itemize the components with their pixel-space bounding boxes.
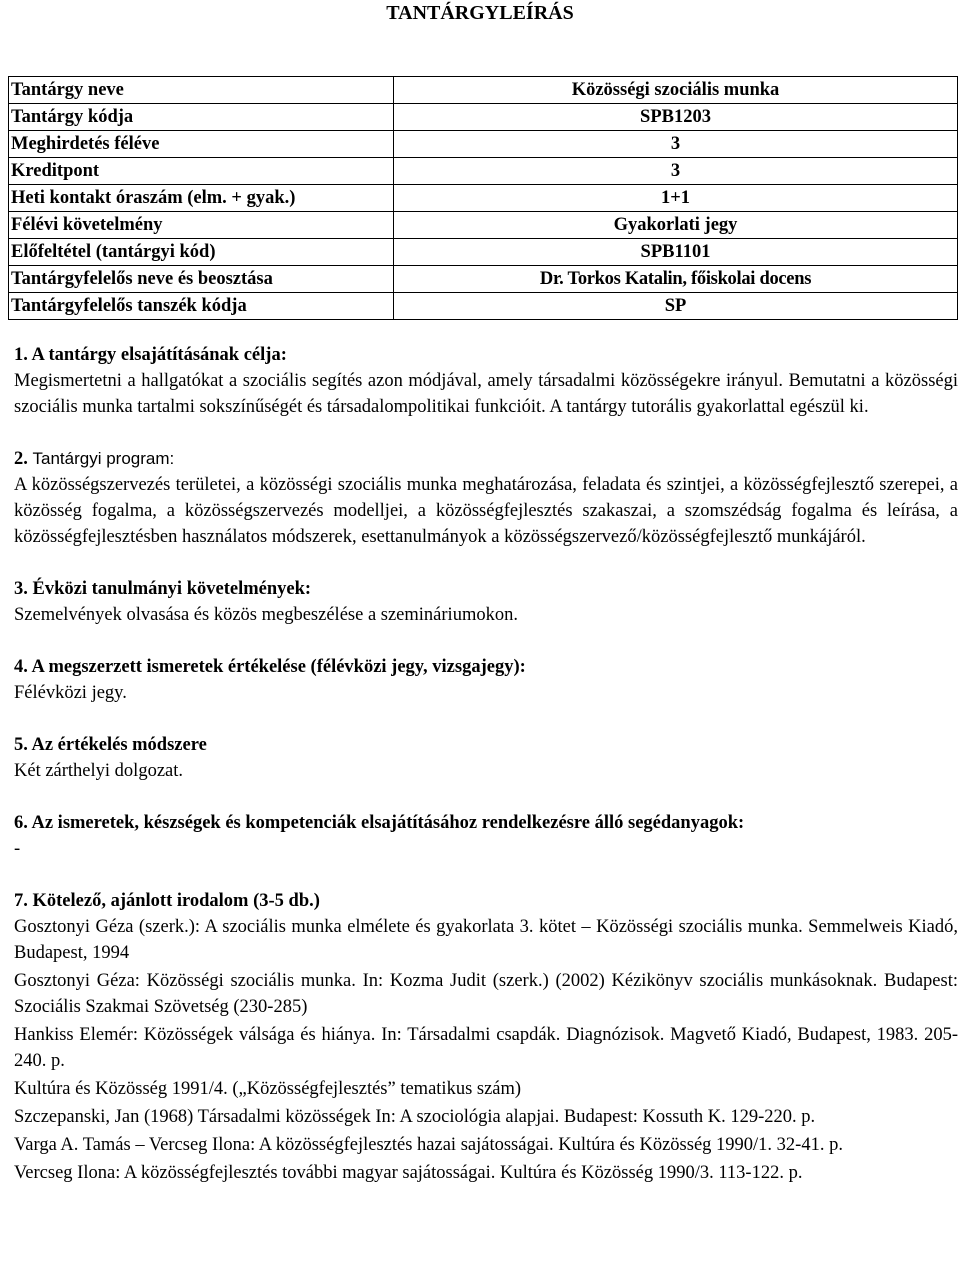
row-label: Heti kontakt óraszám (elm. + gyak.): [9, 185, 394, 212]
table-row: [9, 212, 958, 239]
section-text: A közösségszervezés területei, a közösségi szociális munka meghatározása, feladata és szintjei, a közösségfejlesztő szerepei, a közösség fogalma, a közösségszervezés modelljei, a közösségfejlesztés szakaszai, a szomszédság fogalma és leírása, a közösségfejlesztésben használatos módszerek, esettanulmányok a közösségszervező/közösségfejlesztő munkájáról.: [14, 475, 958, 547]
section-heading: [14, 654, 958, 680]
row-value: SPB1101: [394, 239, 958, 266]
row-label: Tantárgy kódja: [9, 104, 394, 131]
section-materials: [14, 810, 958, 862]
row-value: 1+1: [394, 185, 958, 212]
reference-item: Gosztonyi Géza (szerk.): A szociális munka elmélete és gyakorlata 3. kötet – Közösségi szociális munka. Semmelweis Kiadó, Budapest, 1994: [14, 917, 958, 963]
row-value: Dr. Torkos Katalin, főiskolai docens: [394, 266, 958, 293]
section-number: 6.: [14, 813, 28, 833]
section-text: Szemelvények olvasása és közös megbeszélése a szemináriumokon.: [14, 605, 518, 625]
table-row: [9, 239, 958, 266]
section-literature: [14, 888, 958, 1186]
section-text: Megismertetni a hallgatókat a szociális segítés azon módjával, amely társadalmi közösségekre irányul. Bemutatni a közösségi szociális munka tartalmi sokszínűségét és társadalompolitikai funkcióit. A tantárgy tutorális gyakorlattal egészül ki.: [14, 371, 958, 417]
section-text: Két zárthelyi dolgozat.: [14, 761, 184, 781]
reference-item: Hankiss Elemér: Közösségek válsága és hiánya. In: Társadalmi csapdák. Diagnózisok. Magvető Kiadó, Budapest, 1983. 205-240. p.: [14, 1025, 958, 1071]
section-program: [14, 446, 958, 550]
reference-item: Szczepanski, Jan (1968) Társadalmi közösségek In: A szociológia alapjai. Budapest: Kossuth K. 129-220. p.: [14, 1107, 816, 1127]
section-number: 2.: [14, 449, 28, 469]
table-row: [9, 158, 958, 185]
table-row: [9, 131, 958, 158]
section-title: Az értékelés módszere: [31, 735, 207, 755]
reference-item: Vercseg Ilona: A közösségfejlesztés további magyar sajátosságai. Kultúra és Közösség 1990/3. 113-122. p.: [14, 1163, 803, 1183]
section-number: 3.: [14, 579, 28, 599]
reference-item: Kultúra és Közösség 1991/4. („Közösségfejlesztés” tematikus szám): [14, 1079, 522, 1099]
course-info-table: [8, 76, 958, 320]
section-assessment: [14, 654, 958, 706]
table-row: [9, 185, 958, 212]
table-row: [9, 77, 958, 104]
section-heading: [14, 732, 958, 758]
table-row: [9, 266, 958, 293]
document-body: [14, 342, 958, 1194]
row-value: SP: [394, 293, 958, 320]
section-heading: [14, 446, 958, 472]
section-title: Tantárgyi program:: [32, 449, 175, 468]
section-text: -: [14, 839, 21, 859]
row-value: SPB1203: [394, 104, 958, 131]
row-label: Meghirdetés féléve: [9, 131, 394, 158]
row-label: Előfeltétel (tantárgyi kód): [9, 239, 394, 266]
row-label: Tantárgy neve: [9, 77, 394, 104]
reference-item: Gosztonyi Géza: Közösségi szociális munka. In: Kozma Judit (szerk.) (2002) Kézikönyv szociális munkásoknak. Budapest: Szociális Szakmai Szövetség (230-285): [14, 971, 958, 1017]
section-number: 1.: [14, 345, 28, 365]
row-label: Félévi követelmény: [9, 212, 394, 239]
section-title: Az ismeretek, készségek és kompetenciák elsajátításához rendelkezésre álló segédanyagok:: [31, 813, 745, 833]
table-row: [9, 104, 958, 131]
section-heading: [14, 810, 958, 836]
section-number: 7.: [14, 891, 28, 911]
section-requirements: [14, 576, 958, 628]
section-heading: [14, 342, 958, 368]
row-label: Kreditpont: [9, 158, 394, 185]
section-heading: [14, 888, 958, 914]
document-title: TANTÁRGYLEÍRÁS: [386, 2, 574, 24]
section-text: Félévközi jegy.: [14, 683, 127, 703]
section-heading: [14, 576, 958, 602]
reference-item: Varga A. Tamás – Vercseg Ilona: A közösségfejlesztés hazai sajátosságai. Kultúra és Közösség 1990/1. 32-41. p.: [14, 1135, 843, 1155]
row-label: Tantárgyfelelős neve és beosztása: [9, 266, 394, 293]
section-goal: [14, 342, 958, 420]
section-title: Kötelező, ajánlott irodalom (3-5 db.): [32, 891, 320, 911]
section-number: 5.: [14, 735, 28, 755]
table-row: [9, 293, 958, 320]
section-title: A tantárgy elsajátításának célja:: [31, 345, 287, 365]
section-title: A megszerzett ismeretek értékelése (félévközi jegy, vizsgajegy):: [31, 657, 526, 677]
section-number: 4.: [14, 657, 28, 677]
row-value: 3: [394, 131, 958, 158]
row-value: 3: [394, 158, 958, 185]
row-value: Gyakorlati jegy: [394, 212, 958, 239]
row-label: Tantárgyfelelős tanszék kódja: [9, 293, 394, 320]
section-method: [14, 732, 958, 784]
row-value: Közösségi szociális munka: [394, 77, 958, 104]
section-title: Évközi tanulmányi követelmények:: [32, 579, 312, 599]
